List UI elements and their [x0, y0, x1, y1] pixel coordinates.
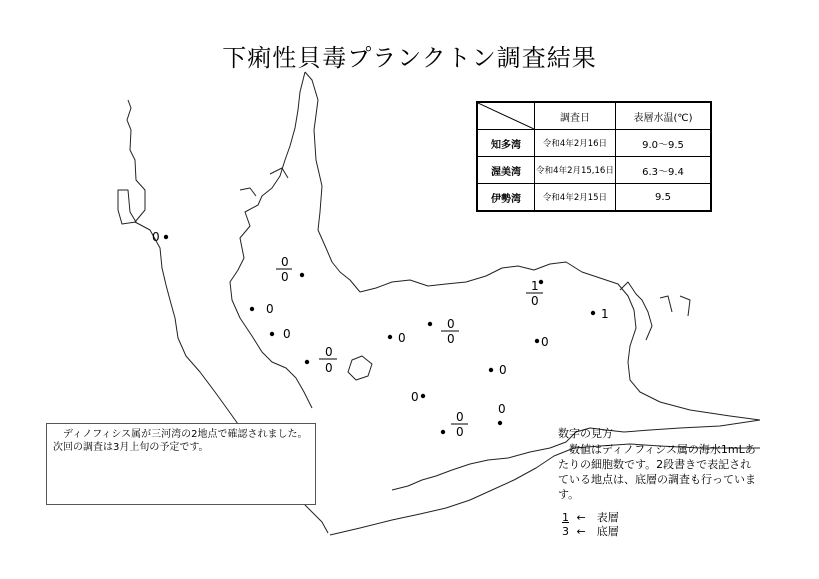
notice-box [46, 423, 316, 505]
water-temp: 6.3～9.4 [616, 157, 712, 184]
station-dot [270, 332, 274, 336]
station-surface-value: 1 [531, 279, 539, 293]
station-dot [428, 322, 432, 326]
chita-bay-north [305, 72, 360, 292]
harbor-structures [620, 282, 690, 340]
legend-example-top-label: ← 表層 [576, 511, 619, 524]
notice-line-2: 次回の調査は3月上旬の予定です。 [53, 442, 209, 453]
page-title: 下痢性貝毒プランクトン調査結果 [222, 44, 597, 72]
station-surface-value: 0 [456, 410, 464, 424]
port-block [118, 190, 136, 224]
legend [558, 426, 758, 538]
station-value: 0 [541, 335, 549, 349]
legend-example-top-value: 1 [562, 511, 569, 524]
station-dot [300, 273, 304, 277]
station-value: 0 [411, 390, 419, 404]
table-row [477, 130, 711, 157]
legend-heading: 数字の見方 [558, 427, 613, 440]
chita-east-coast [230, 72, 312, 408]
station-dot [535, 339, 539, 343]
station-dot [164, 235, 168, 239]
survey-table [476, 101, 712, 212]
legend-example-bottom-label: ← 底層 [576, 525, 619, 538]
notice-line-1: ディノフィシス属が三河湾の2地点で確認されました。 [63, 429, 308, 440]
station-value: 0 [498, 402, 506, 416]
legend-description: 数値はディノフィシス属の海水1mLあたりの細胞数です。2段書きで表記されている地点は、底層の調査も行っています。 [558, 443, 756, 501]
legend-example-surface [558, 510, 758, 524]
inner-bay-shape [348, 356, 372, 380]
station-dot [498, 421, 502, 425]
station-labels [152, 230, 609, 439]
column-header-date: 調査日 [535, 102, 616, 130]
station-markers [164, 235, 595, 434]
station-surface-value: 0 [281, 255, 289, 269]
station-value: 0 [499, 363, 507, 377]
bay-name: 伊勢湾 [477, 184, 535, 212]
legend-example-bottom [558, 524, 758, 538]
table-row [477, 184, 711, 212]
station-dot [250, 307, 254, 311]
station-bottom-value: 0 [325, 361, 333, 375]
station-bottom-value: 0 [456, 425, 464, 439]
mikawa-bay-north [360, 262, 760, 420]
station-dot [388, 335, 392, 339]
survey-date: 令和4年2月15日 [535, 184, 616, 212]
station-bottom-value: 0 [447, 332, 455, 346]
station-dot [305, 360, 309, 364]
station-value: 0 [266, 302, 274, 316]
table-row [477, 157, 711, 184]
bay-name: 渥美湾 [477, 157, 535, 184]
legend-example [558, 510, 758, 538]
diagonal-header-cell [477, 102, 535, 130]
legend-example-bottom-value: 3 [562, 525, 569, 538]
station-bottom-value: 0 [281, 270, 289, 284]
station-dot [421, 394, 425, 398]
station-value: 1 [601, 307, 609, 321]
bay-name: 知多湾 [477, 130, 535, 157]
survey-date: 令和4年2月16日 [535, 130, 616, 157]
station-value: 0 [152, 230, 160, 244]
table-header-row [477, 102, 711, 130]
water-temp: 9.0～9.5 [616, 130, 712, 157]
station-value: 0 [283, 327, 291, 341]
station-bottom-value: 0 [531, 294, 539, 308]
water-temp: 9.5 [616, 184, 712, 212]
station-dot [539, 280, 543, 284]
station-surface-value: 0 [447, 317, 455, 331]
survey-date: 令和4年2月15,16日 [535, 157, 616, 184]
station-dot [441, 430, 445, 434]
station-surface-value: 0 [325, 345, 333, 359]
diagonal-line [478, 103, 534, 129]
station-value: 0 [398, 331, 406, 345]
station-dot [489, 368, 493, 372]
column-header-temp: 表層水温(℃) [616, 102, 712, 130]
station-dot [591, 311, 595, 315]
